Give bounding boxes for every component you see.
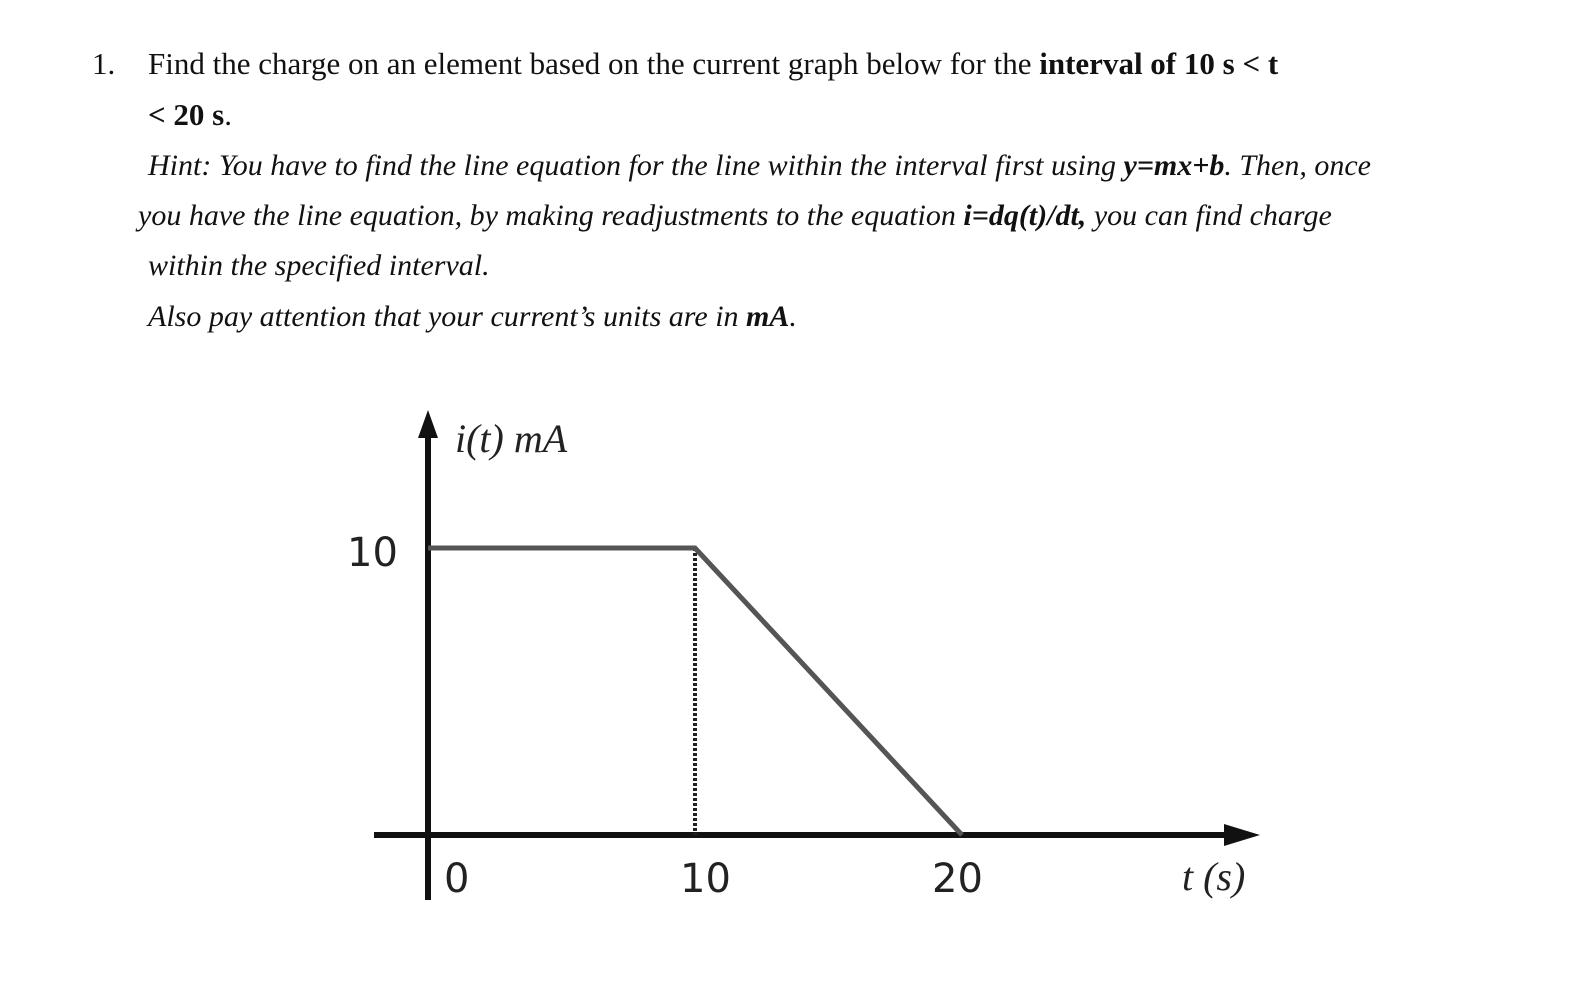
hint-text: Hint: You have to find the line equation for the line within the interval first using xyxy=(148,149,1124,182)
question-number: 1. xyxy=(92,46,116,81)
units-bold: mA xyxy=(746,300,790,333)
current-series-line xyxy=(428,548,962,835)
question-period: . xyxy=(224,97,232,132)
units-note-text: Also pay attention that your current’s units are in xyxy=(148,300,747,333)
question-text: Find the charge on an element based on the current graph below for the xyxy=(148,46,1040,81)
x-axis-title: t (s) xyxy=(1182,854,1246,899)
x-axis-arrow xyxy=(1224,824,1260,846)
x-tick-20: 20 xyxy=(932,856,983,902)
hint-text-2-post: you can find charge xyxy=(1086,199,1332,232)
x-tick-0: 0 xyxy=(444,856,470,902)
interval-bold-end: < 20 s xyxy=(148,97,225,132)
hint-text-mid: . Then, once xyxy=(1224,149,1371,182)
interval-bold: interval of 10 s < t xyxy=(1039,46,1279,81)
y-tick-10: 10 xyxy=(347,530,398,576)
hint-text-2: you have the line equation, by making readjustments to the equation xyxy=(138,199,964,232)
current-equation: i=dq(t)/dt, xyxy=(963,199,1087,232)
y-axis-arrow xyxy=(418,410,438,438)
units-note-period: . xyxy=(789,300,797,333)
x-tick-10: 10 xyxy=(680,856,731,902)
hint-line-3: within the specified interval. xyxy=(148,249,490,282)
line-equation: y=mx+b xyxy=(1123,149,1225,182)
y-axis-title-text: i(t) mA xyxy=(455,416,568,461)
y-axis-title xyxy=(455,416,568,461)
plot-layer xyxy=(428,548,962,835)
